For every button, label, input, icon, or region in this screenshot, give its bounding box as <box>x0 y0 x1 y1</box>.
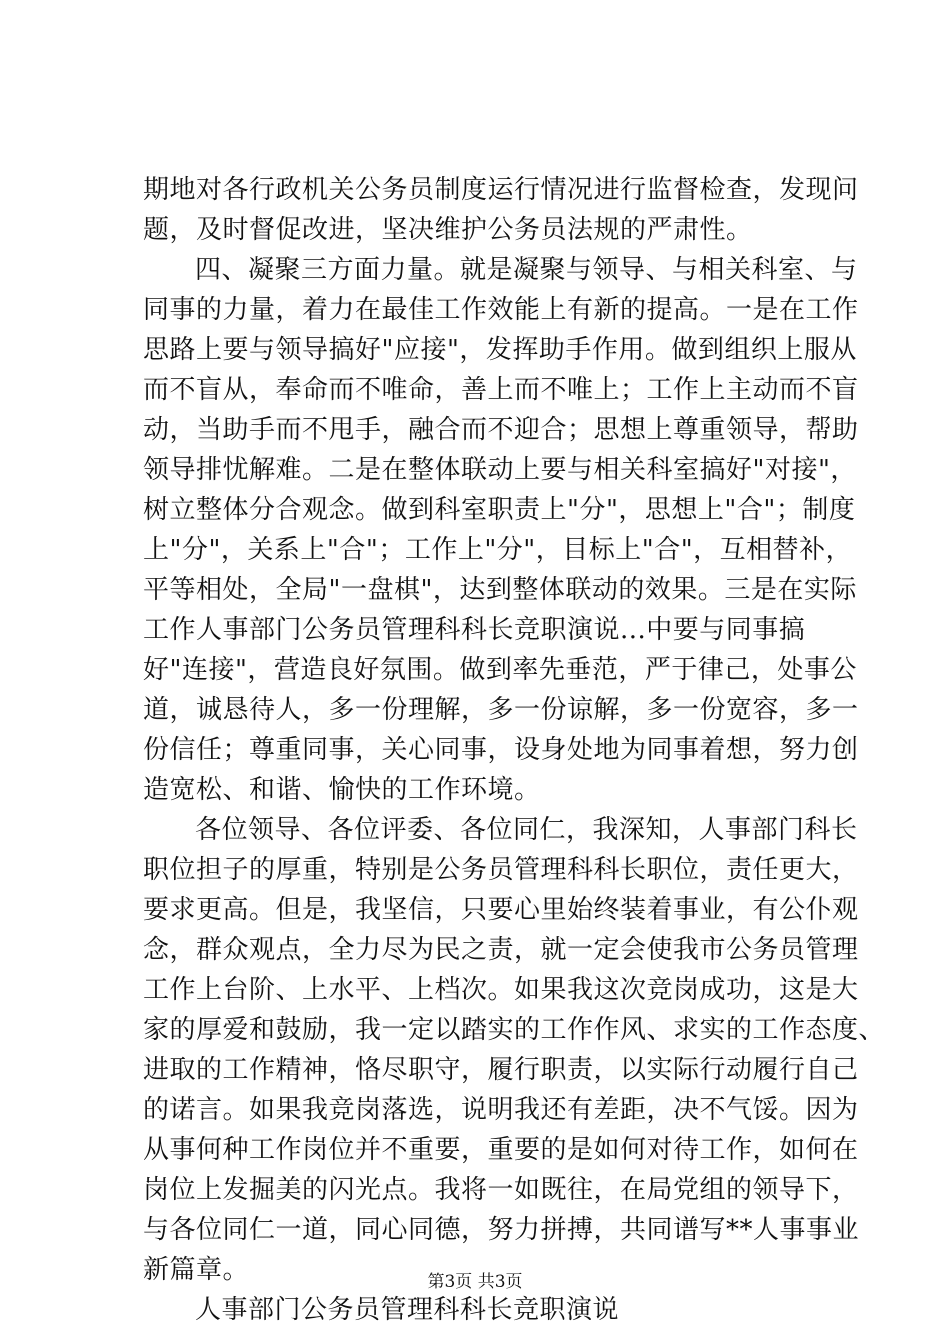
text-line: 新篇章。 <box>143 1255 250 1285</box>
text-line: 与各位同仁一道，同心同德，努力拼搏，共同谱写**人事事业 <box>143 1215 860 1245</box>
text-line: 期地对各行政机关公务员制度运行情况进行监督检查，发现问 <box>143 175 859 205</box>
text-line: 岗位上发掘美的闪光点。我将一如既往，在局党组的领导下， <box>143 1175 859 1205</box>
text-line: 工作人事部门公务员管理科科长竞职演说...中要与同事搞 <box>143 615 806 645</box>
text-line: 的诺言。如果我竞岗落选，说明我还有差距，决不气馁。因为 <box>143 1095 859 1125</box>
text-line: 树立整体分合观念。做到科室职责上"分"，思想上"合"；制度 <box>143 495 856 525</box>
text-line: 要求更高。但是，我坚信，只要心里始终装着事业，有公仆观 <box>143 895 859 925</box>
text-line: 思路上要与领导搞好"应接"，发挥助手作用。做到组织上服从 <box>143 335 857 365</box>
text-line: 职位担子的厚重，特别是公务员管理科科长职位，责任更大， <box>143 855 859 885</box>
text-line: 上"分"，关系上"合"；工作上"分"，目标上"合"，互相替补， <box>143 535 853 565</box>
text-line: 好"连接"，营造良好氛围。做到率先垂范，严于律己，处事公 <box>143 655 857 685</box>
paragraph-start-line: 各位领导、各位评委、各位同仁，我深知，人事部门科长 <box>195 815 858 845</box>
text-line: 动，当助手而不甩手，融合而不迎合；思想上尊重领导，帮助 <box>143 415 859 445</box>
text-line: 道，诚恳待人，多一份理解，多一份谅解，多一份宽容，多一 <box>143 695 859 725</box>
text-line: 题，及时督促改进，坚决维护公务员法规的严肃性。 <box>143 215 753 245</box>
text-line: 工作上台阶、上水平、上档次。如果我这次竞岗成功，这是大 <box>143 975 859 1005</box>
document-body <box>143 170 886 1330</box>
text-line: 而不盲从，奉命而不唯命，善上而不唯上；工作上主动而不盲 <box>143 375 859 405</box>
text-line: 造宽松、和谐、愉快的工作环境。 <box>143 775 541 805</box>
page-number-footer: 第3页 共3页 <box>427 1272 523 1292</box>
text-line: 领导排忧解难。二是在整体联动上要与相关科室搞好"对接"， <box>143 455 857 485</box>
paragraph-start-line: 四、凝聚三方面力量。就是凝聚与领导、与相关科室、与 <box>195 255 858 285</box>
text-line: 份信任；尊重同事，关心同事，设身处地为同事着想，努力创 <box>143 735 859 765</box>
text-line: 进取的工作精神，恪尽职守，履行职责，以实际行动履行自己 <box>143 1055 859 1085</box>
text-line: 平等相处，全局"一盘棋"，达到整体联动的效果。三是在实际 <box>143 575 857 605</box>
document-title-line: 人事部门公务员管理科科长竞职演说 <box>195 1295 620 1325</box>
text-line: 同事的力量，着力在最佳工作效能上有新的提高。一是在工作 <box>143 295 859 325</box>
text-line: 念，群众观点，全力尽为民之责，就一定会使我市公务员管理 <box>143 935 859 965</box>
text-line: 从事何种工作岗位并不重要，重要的是如何对待工作，如何在 <box>143 1135 859 1165</box>
text-line: 家的厚爱和鼓励，我一定以踏实的工作作风、求实的工作态度、 <box>143 1015 886 1045</box>
